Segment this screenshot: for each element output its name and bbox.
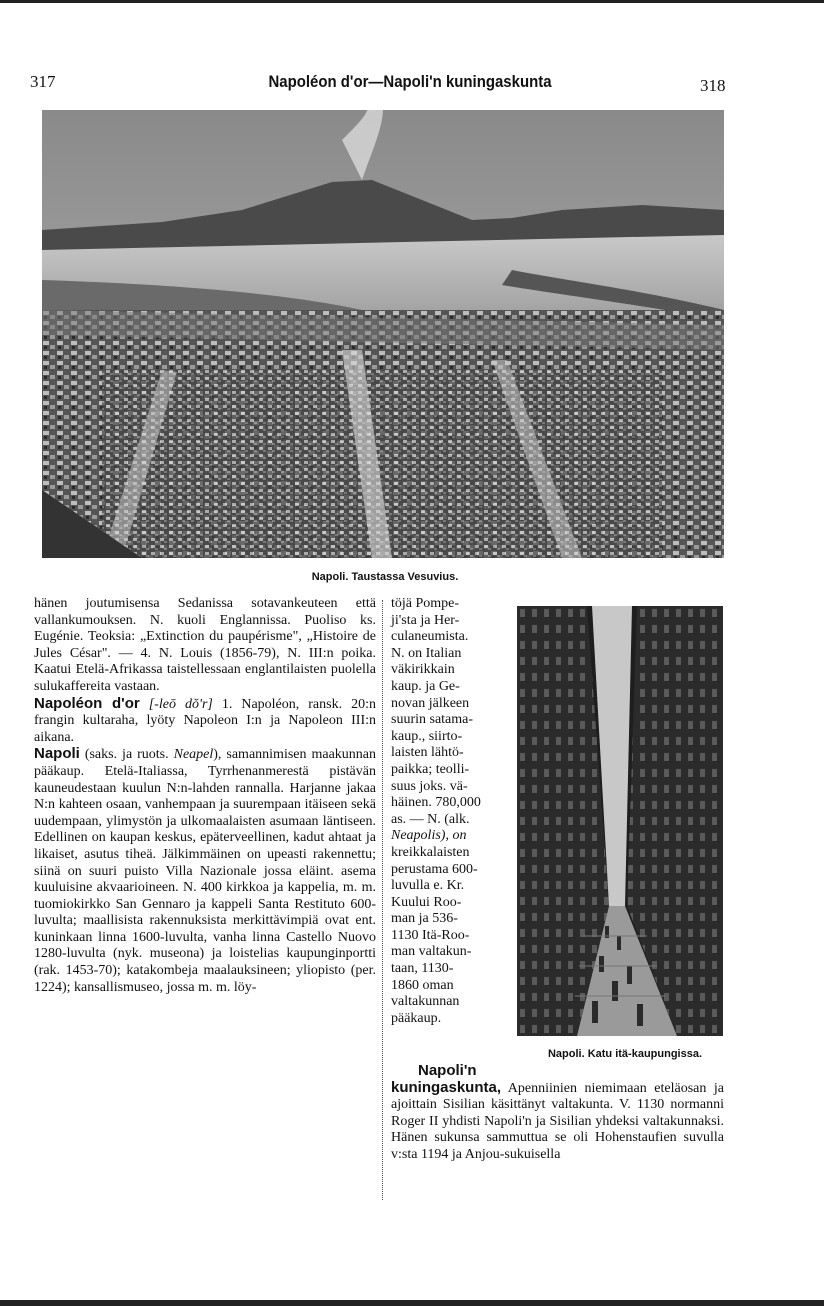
text-line: suurin satama- bbox=[391, 712, 474, 728]
page-number-right: 318 bbox=[700, 76, 726, 95]
entry-napolin-kuningaskunta bbox=[391, 1080, 724, 1164]
street-photo bbox=[517, 606, 723, 1036]
text-line: kreikkalaisten bbox=[391, 844, 470, 860]
bottom-border bbox=[0, 1300, 824, 1306]
text-line: perustama 600- bbox=[391, 861, 478, 877]
running-head: Napoléon d'or—Napoli'n kuningaskunta bbox=[268, 72, 552, 91]
text-line: novan jälkeen bbox=[391, 695, 470, 711]
left-column bbox=[34, 596, 376, 996]
text-line: as. — N. (alk. bbox=[391, 811, 470, 827]
paragraph-continuation: hänen joutumisensa Sedanissa sotavankeuteen että vallankumouksen. N. kuoli Englannissa. Puoliso ks. Eugénie. Teoksia: „Extinction du paupérisme", „Histoire de Jules César". — 4. N. Louis (1856-79), N. III:n poika. Kaatui Etelä-Afrikassa taistellessaan englantilaisten puolella sulukaffereita vastaan. bbox=[34, 596, 376, 694]
entry-napoleon-dor bbox=[34, 696, 376, 747]
text-line: kaup. ja Ge- bbox=[391, 678, 460, 694]
text-line: 1130 Itä-Roo- bbox=[391, 927, 470, 943]
street-photo-caption: Napoli. Katu itä-kaupungissa. bbox=[547, 1048, 703, 1060]
pronunciation: [-leō dŏ'r] bbox=[148, 696, 213, 712]
photo-caption: Napoli. Taustassa Vesuvius. bbox=[311, 571, 459, 583]
text-line: väkirikkain bbox=[391, 662, 455, 678]
text-line: taan, 1130- bbox=[391, 961, 454, 977]
entry-text-italic: Neapel bbox=[173, 747, 214, 763]
text-line: valtakunnan bbox=[391, 994, 460, 1010]
page-number-left: 317 bbox=[30, 72, 56, 91]
text-line: paikka; teolli- bbox=[391, 761, 470, 777]
text-line: Kuului Roo- bbox=[391, 894, 462, 910]
text-line: N. on Italian bbox=[391, 645, 462, 661]
entry-text-pre: (saks. ja ruots. bbox=[84, 747, 169, 763]
text-line: laisten lähtö- bbox=[391, 745, 464, 761]
headword: Napoli bbox=[34, 745, 80, 763]
text-line: kaup., siirto- bbox=[391, 728, 463, 744]
text-line: 1860 oman bbox=[391, 977, 454, 993]
headword-line-2: kuningaskunta, bbox=[391, 1078, 502, 1096]
text-line: häinen. 780,000 bbox=[391, 795, 481, 811]
entry-napoli bbox=[34, 746, 376, 996]
text-line: töjä Pompe- bbox=[391, 596, 460, 611]
text-line: culaneumista. bbox=[391, 629, 469, 645]
text-line: man valtakun- bbox=[391, 944, 472, 960]
text-line: Neapolis), on bbox=[391, 828, 467, 844]
entry-text: Apenniinien niemimaan eteläosan ja ajoittain Sisilian käsittänyt valtakunta. V. 1130 normanni Roger II yhdisti Napoli'n ja Sisilian yhdeksi valtakunnaksi. Hänen sukunsa sammuttua se oli Hohenstaufien suvulla v:sta 1194 ja Anjou-sukuisella bbox=[391, 1080, 724, 1162]
text-line: pääkaup. bbox=[391, 1010, 442, 1026]
entry-text: 1. Napoléon, ransk. 20:n frangin kultaraha, lyöty Napoleon I:n ja Napoleon III:n aikana. bbox=[34, 696, 376, 745]
top-border bbox=[0, 0, 824, 3]
middle-column bbox=[391, 596, 509, 1027]
text-line: man ja 536- bbox=[391, 911, 458, 927]
text-line: suus joks. vä- bbox=[391, 778, 468, 794]
text-line: ji'sta ja Her- bbox=[391, 612, 460, 628]
column-divider bbox=[382, 600, 384, 1200]
headword-line-1: Napoli'n bbox=[418, 1062, 477, 1079]
entry-text: ), samannimisen maakunnan pääkaup. Etelä-Italiassa, Tyrrhenanmerestä pistävän kauneudestaan kuulun N:n-lahden rannalla. Harjanne jakaa N:n kahteen osaan, vanhempaan ja suurempaan itäiseen sekä uudempaan, ylimystön ja ulkomaalaisten asumaan läntiseen. Edellinen on kaupan keskus, epäterveellinen, kadut ahtaat ja likaiset, asutus tiheä. Jälkimmäinen on upeasti rakennettu; siinä on suuri puisto Villa Nazionale jossa eläint. asema kuuluisine akvaarioineen. N. 400 kirkkoa ja kappelia, m. m. tuomiokirkko San Gennaro ja kappeli Santa Restituto 600-luvulta; maallisista rakennuksista merkittävimpiä ovat ent. kuninkaan linna 1600-luvulta, vanha linna Castello Nuovo 1280-luvulta (nyk. museona) ja loistelias kaupunginportti (rak. 1453-70); katakombeja maalauksineen; yliopisto (per. 1224); kansallismuseo, jossa m. m. löy- bbox=[34, 747, 376, 995]
text-line: luvulla e. Kr. bbox=[391, 878, 465, 894]
naples-panorama-photo bbox=[42, 110, 724, 558]
right-column-bottom bbox=[391, 1063, 724, 1164]
headword: Napoléon d'or bbox=[34, 694, 140, 712]
